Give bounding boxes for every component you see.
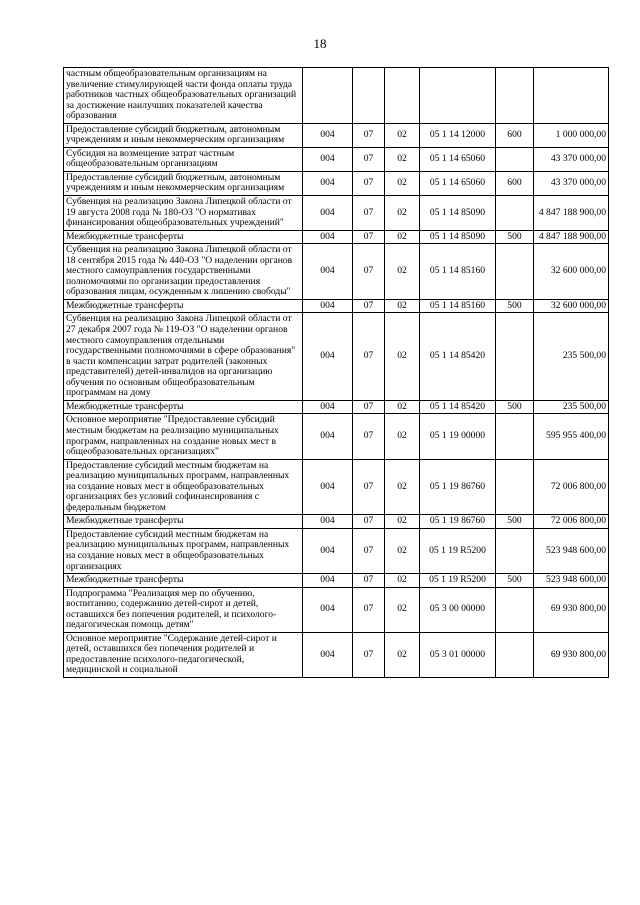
- amount-cell: 43 370 000,00: [534, 171, 609, 195]
- subsection-code-cell: 02: [385, 459, 420, 515]
- target-code-cell: 05 3 00 00000: [420, 587, 496, 632]
- ministry-code-cell: 004: [303, 123, 353, 147]
- target-code-cell: 05 1 19 86760: [420, 515, 496, 529]
- row-name-cell: Предоставление субсидий местным бюджетам на реализацию муниципальных программ, направленных на создание новых мест в общеобразовательных организациях: [64, 528, 303, 573]
- target-code-cell: 05 1 14 12000: [420, 123, 496, 147]
- expense-type-cell: [496, 313, 534, 400]
- ministry-code-cell: [303, 68, 353, 124]
- amount-cell: 32 600 000,00: [534, 299, 609, 313]
- table-row: [64, 515, 609, 529]
- subsection-code-cell: 02: [385, 147, 420, 171]
- section-code-cell: [353, 68, 385, 124]
- row-name-cell: Основное мероприятие "Предоставление субсидий местным бюджетам на реализацию муниципальных программ, направленных на создание новых мест в общеобразовательных организациях": [64, 414, 303, 459]
- amount-cell: 1 000 000,00: [534, 123, 609, 147]
- table-row: [64, 68, 609, 124]
- section-code-cell: 07: [353, 400, 385, 414]
- amount-cell: 235 500,00: [534, 400, 609, 414]
- amount-cell: 72 006 800,00: [534, 515, 609, 529]
- subsection-code-cell: 02: [385, 400, 420, 414]
- table-row: [64, 230, 609, 244]
- subsection-code-cell: 02: [385, 299, 420, 313]
- amount-cell: 235 500,00: [534, 313, 609, 400]
- row-name-cell: Субвенция на реализацию Закона Липецкой области от 18 сентября 2015 года № 440-ОЗ "О наделении органов местного самоуправления государственными полномочиями по организации предоставления образования лицам, осужденным к лишению свободы": [64, 244, 303, 300]
- ministry-code-cell: 004: [303, 196, 353, 231]
- budget-table: [63, 67, 609, 678]
- row-name-cell: Межбюджетные трансферты: [64, 515, 303, 529]
- row-name-cell: Основное мероприятие "Содержание детей-сирот и детей, оставшихся без попечения родителей и предоставление психолого-педагогической, медицинской и социальной: [64, 632, 303, 677]
- row-name-cell: Подпрограмма "Реализация мер по обучению, воспитанию, содержанию детей-сирот и детей, оставшихся без попечения родителей, и психолого-педагогическая помощь детям": [64, 587, 303, 632]
- section-code-cell: 07: [353, 230, 385, 244]
- subsection-code-cell: 02: [385, 171, 420, 195]
- subsection-code-cell: 02: [385, 196, 420, 231]
- ministry-code-cell: 004: [303, 414, 353, 459]
- section-code-cell: 07: [353, 313, 385, 400]
- subsection-code-cell: 02: [385, 515, 420, 529]
- section-code-cell: 07: [353, 515, 385, 529]
- expense-type-cell: [496, 196, 534, 231]
- amount-cell: 523 948 600,00: [534, 574, 609, 588]
- subsection-code-cell: [385, 68, 420, 124]
- subsection-code-cell: 02: [385, 414, 420, 459]
- table-row: [64, 400, 609, 414]
- row-name-cell: Межбюджетные трансферты: [64, 230, 303, 244]
- table-row: [64, 459, 609, 515]
- target-code-cell: 05 1 19 R5200: [420, 574, 496, 588]
- target-code-cell: 05 1 19 00000: [420, 414, 496, 459]
- table-row: [64, 299, 609, 313]
- expense-type-cell: [496, 459, 534, 515]
- expense-type-cell: 500: [496, 230, 534, 244]
- ministry-code-cell: 004: [303, 574, 353, 588]
- expense-type-cell: [496, 414, 534, 459]
- target-code-cell: 05 1 14 85420: [420, 400, 496, 414]
- ministry-code-cell: 004: [303, 171, 353, 195]
- table-row: [64, 574, 609, 588]
- subsection-code-cell: 02: [385, 313, 420, 400]
- section-code-cell: 07: [353, 171, 385, 195]
- row-name-cell: Субвенция на реализацию Закона Липецкой области от 19 августа 2008 года № 180-ОЗ "О нормативах финансирования общеобразовательных учреждений": [64, 196, 303, 231]
- row-name-cell: Субсидия на возмещение затрат частным общеобразовательным организациям: [64, 147, 303, 171]
- subsection-code-cell: 02: [385, 244, 420, 300]
- amount-cell: 43 370 000,00: [534, 147, 609, 171]
- section-code-cell: 07: [353, 574, 385, 588]
- section-code-cell: 07: [353, 587, 385, 632]
- section-code-cell: 07: [353, 244, 385, 300]
- table-row: [64, 313, 609, 400]
- section-code-cell: 07: [353, 147, 385, 171]
- row-name-cell: Предоставление субсидий бюджетным, автономным учреждениям и иным некоммерческим организациям: [64, 123, 303, 147]
- target-code-cell: 05 1 14 85090: [420, 196, 496, 231]
- subsection-code-cell: 02: [385, 632, 420, 677]
- row-name-cell: Межбюджетные трансферты: [64, 574, 303, 588]
- table-row: [64, 528, 609, 573]
- section-code-cell: 07: [353, 632, 385, 677]
- amount-cell: [534, 68, 609, 124]
- target-code-cell: 05 1 19 R5200: [420, 528, 496, 573]
- amount-cell: 72 006 800,00: [534, 459, 609, 515]
- target-code-cell: 05 1 14 85090: [420, 230, 496, 244]
- target-code-cell: 05 1 14 65060: [420, 171, 496, 195]
- target-code-cell: 05 1 14 65060: [420, 147, 496, 171]
- ministry-code-cell: 004: [303, 528, 353, 573]
- row-name-cell: Субвенция на реализацию Закона Липецкой области от 27 декабря 2007 года № 119-ОЗ "О наделении органов местного самоуправления отдельными государственными полномочиями в сфере образования" в части компенсации затрат родителей (законных представителей) детей-инвалидов на организацию обучения по основным общеобразовательным программам на дому: [64, 313, 303, 400]
- expense-type-cell: 500: [496, 299, 534, 313]
- expense-type-cell: [496, 68, 534, 124]
- budget-table-body: [64, 68, 609, 678]
- expense-type-cell: 500: [496, 400, 534, 414]
- target-code-cell: 05 1 14 85420: [420, 313, 496, 400]
- ministry-code-cell: 004: [303, 299, 353, 313]
- subsection-code-cell: 02: [385, 574, 420, 588]
- section-code-cell: 07: [353, 528, 385, 573]
- row-name-cell: Предоставление субсидий бюджетным, автономным учреждениям и иным некоммерческим организациям: [64, 171, 303, 195]
- row-name-cell: Межбюджетные трансферты: [64, 400, 303, 414]
- amount-cell: 4 847 188 900,00: [534, 196, 609, 231]
- section-code-cell: 07: [353, 196, 385, 231]
- table-row: [64, 414, 609, 459]
- target-code-cell: [420, 68, 496, 124]
- amount-cell: 595 955 400,00: [534, 414, 609, 459]
- table-row: [64, 632, 609, 677]
- subsection-code-cell: 02: [385, 528, 420, 573]
- target-code-cell: 05 3 01 00000: [420, 632, 496, 677]
- table-row: [64, 171, 609, 195]
- target-code-cell: 05 1 14 85160: [420, 244, 496, 300]
- section-code-cell: 07: [353, 299, 385, 313]
- page-number: 18: [313, 36, 327, 51]
- table-row: [64, 147, 609, 171]
- expense-type-cell: [496, 147, 534, 171]
- section-code-cell: 07: [353, 123, 385, 147]
- amount-cell: 523 948 600,00: [534, 528, 609, 573]
- ministry-code-cell: 004: [303, 587, 353, 632]
- amount-cell: 69 930 800,00: [534, 587, 609, 632]
- ministry-code-cell: 004: [303, 400, 353, 414]
- table-row: [64, 587, 609, 632]
- amount-cell: 32 600 000,00: [534, 244, 609, 300]
- ministry-code-cell: 004: [303, 459, 353, 515]
- section-code-cell: 07: [353, 414, 385, 459]
- subsection-code-cell: 02: [385, 230, 420, 244]
- expense-type-cell: 600: [496, 171, 534, 195]
- target-code-cell: 05 1 14 85160: [420, 299, 496, 313]
- ministry-code-cell: 004: [303, 313, 353, 400]
- expense-type-cell: [496, 528, 534, 573]
- amount-cell: 4 847 188 900,00: [534, 230, 609, 244]
- table-row: [64, 123, 609, 147]
- row-name-cell: Межбюджетные трансферты: [64, 299, 303, 313]
- expense-type-cell: 600: [496, 123, 534, 147]
- subsection-code-cell: 02: [385, 587, 420, 632]
- expense-type-cell: [496, 632, 534, 677]
- ministry-code-cell: 004: [303, 147, 353, 171]
- ministry-code-cell: 004: [303, 632, 353, 677]
- subsection-code-cell: 02: [385, 123, 420, 147]
- row-name-cell: Предоставление субсидий местным бюджетам на реализацию муниципальных программ, направленных на создание новых мест в общеобразовательных организациях без условий софинансирования с федеральным бюджетом: [64, 459, 303, 515]
- ministry-code-cell: 004: [303, 515, 353, 529]
- table-row: [64, 244, 609, 300]
- expense-type-cell: [496, 244, 534, 300]
- table-row: [64, 196, 609, 231]
- expense-type-cell: 500: [496, 515, 534, 529]
- row-name-cell: частным общеобразовательным организациям на увеличение стимулирующей части фонда оплаты труда работников частных общеобразовательных организаций за достижение наилучших показателей качества образования: [64, 68, 303, 124]
- target-code-cell: 05 1 19 86760: [420, 459, 496, 515]
- section-code-cell: 07: [353, 459, 385, 515]
- amount-cell: 69 930 800,00: [534, 632, 609, 677]
- expense-type-cell: [496, 587, 534, 632]
- expense-type-cell: 500: [496, 574, 534, 588]
- ministry-code-cell: 004: [303, 230, 353, 244]
- ministry-code-cell: 004: [303, 244, 353, 300]
